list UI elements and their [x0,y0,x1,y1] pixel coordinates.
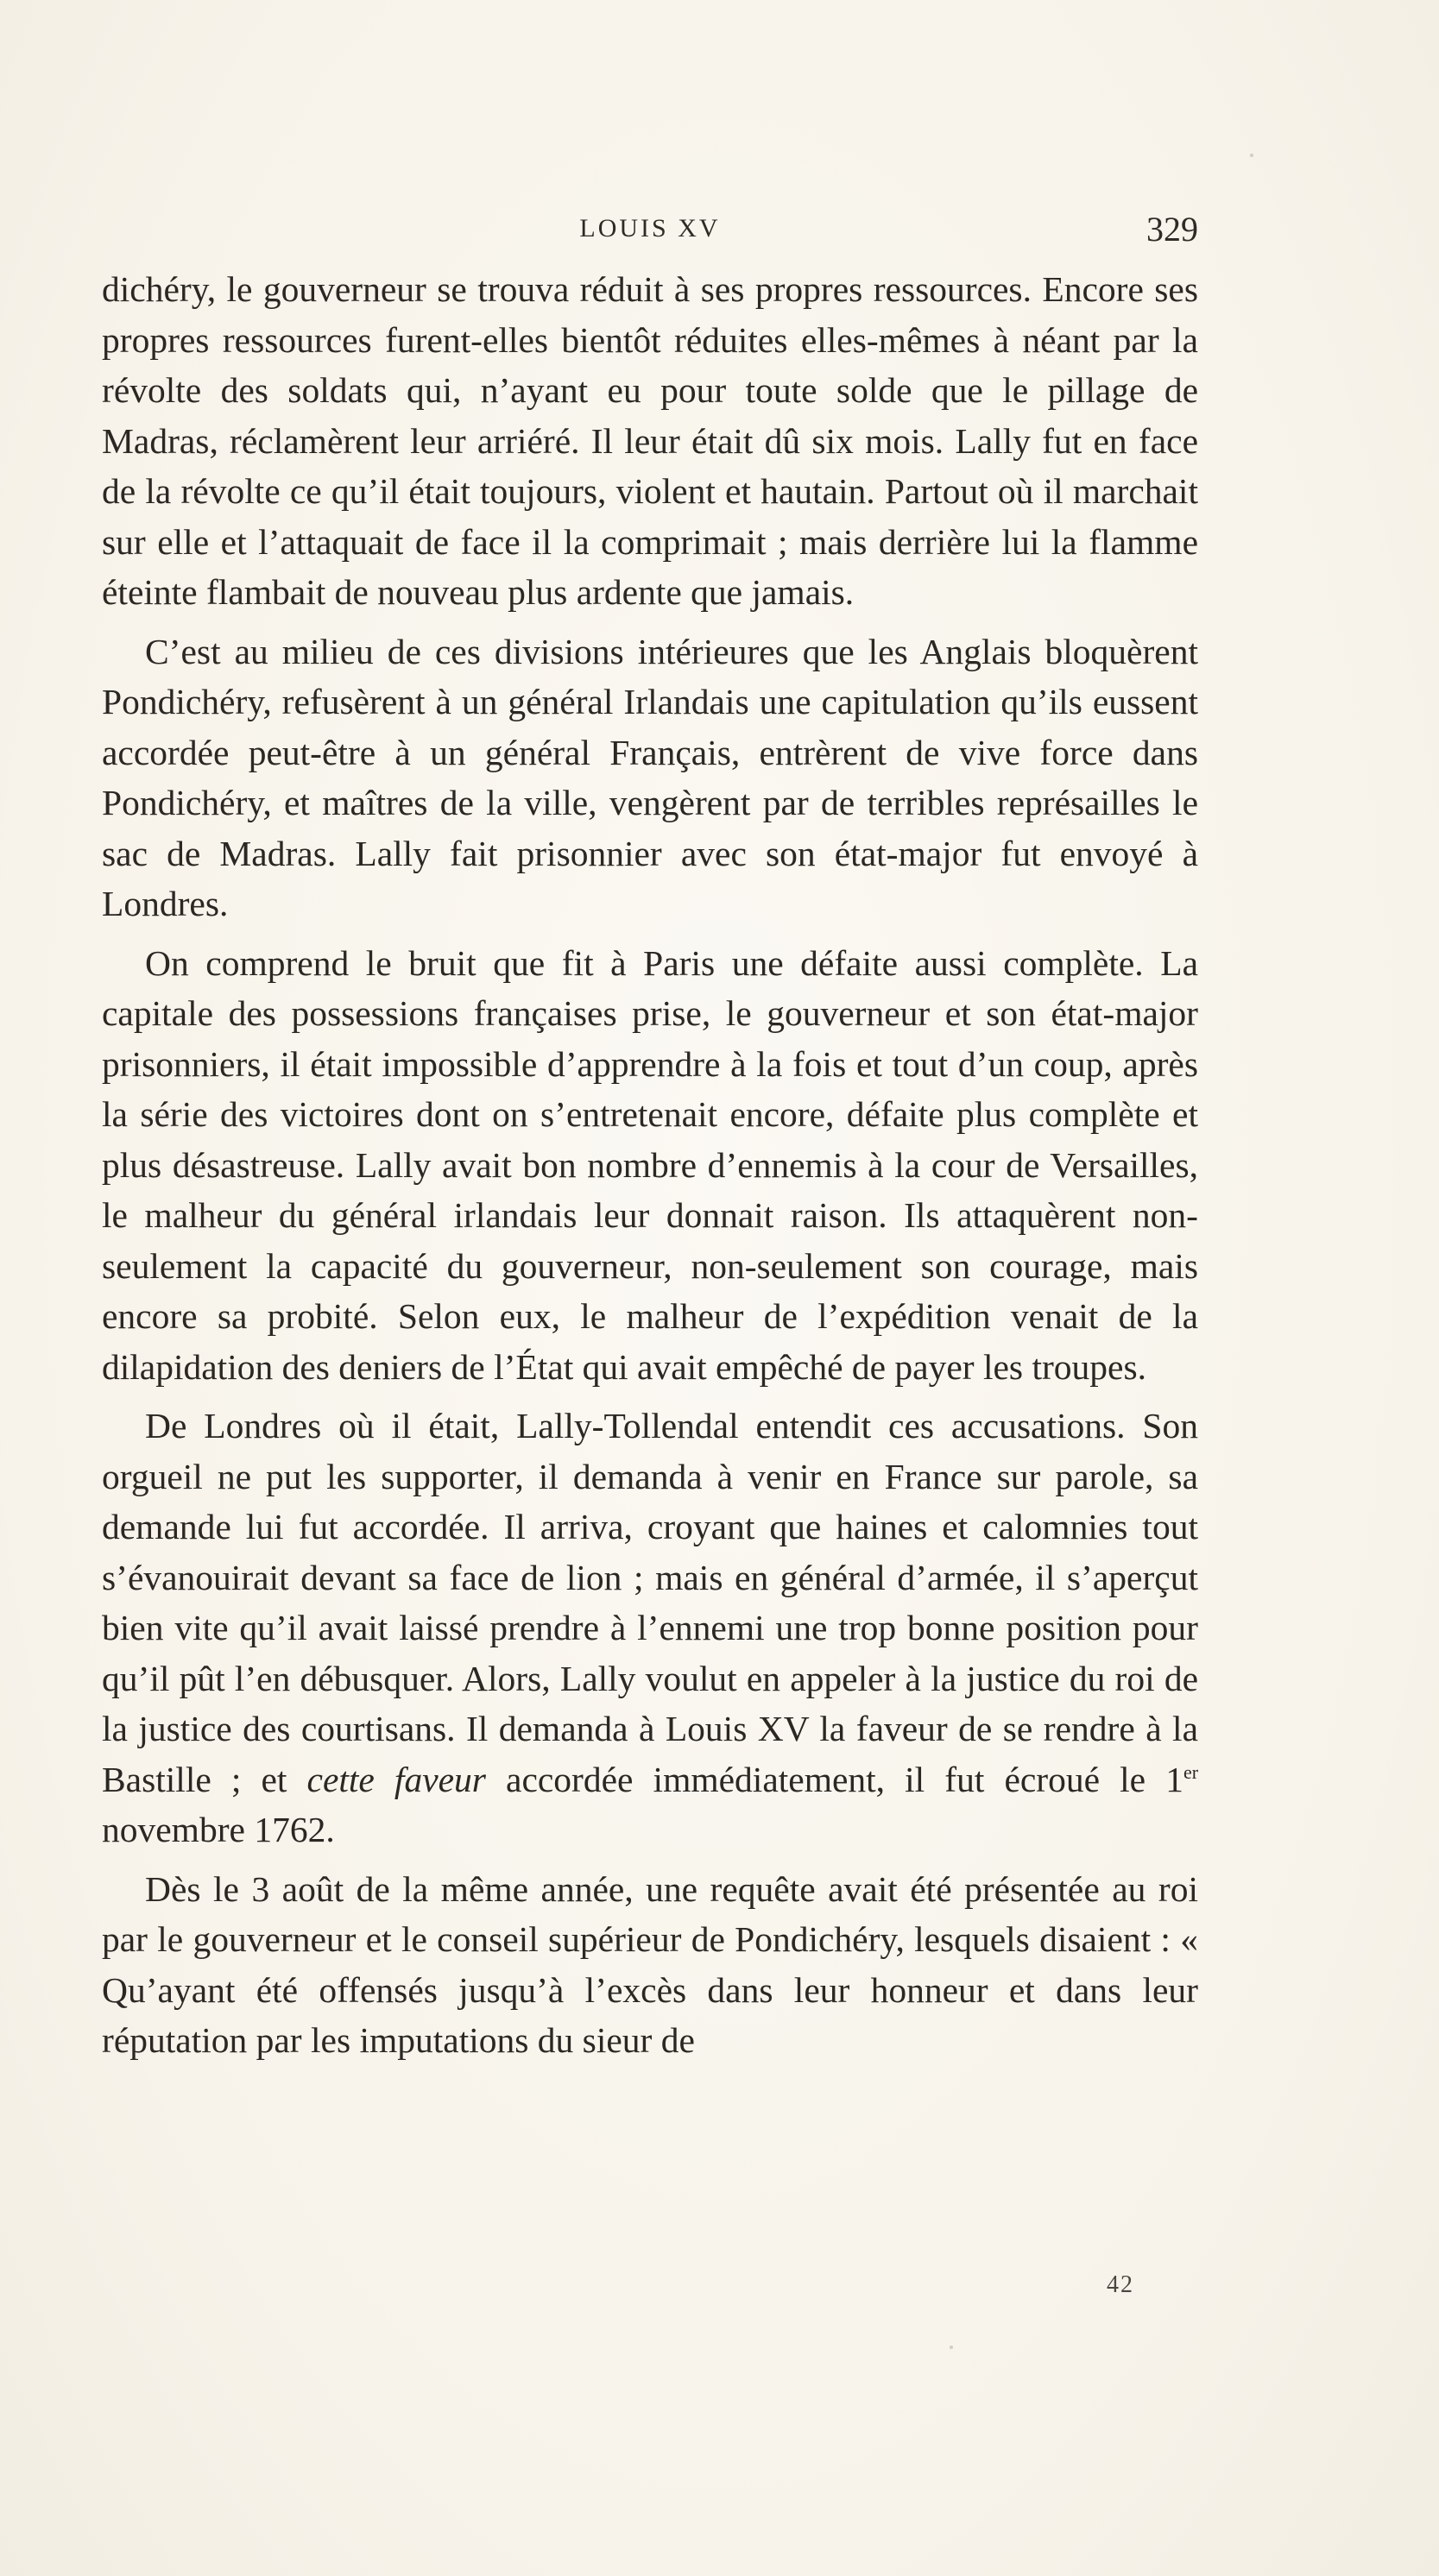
date-rest: novembre 1762. [102,1810,335,1849]
italic-phrase: cette faveur [306,1759,486,1799]
page-header [102,209,1198,252]
paragraph-3: On comprend le bruit que fit à Paris une défaite aussi complète. La capitale des possessions françaises prise, le gouverneur et son état-major prisonniers, il était impossible d’apprendre à la fois et tout d’un coup, après la série des victoires dont on s’entretenait encore, défaite plus complète et plus désastreuse. Lally avait bon nombre d’ennemis à la cour de Versailles, le malheur du général irlandais leur donnait raison. Ils attaquèrent non-seulement la capacité du gouverneur, non-seulement son courage, mais encore sa probité. Selon eux, le malheur de l’expédition venait de la dilapidation des deniers de l’État qui avait empêché de payer les troupes. [102,942,1198,1387]
running-title: LOUIS XV [579,214,721,242]
page-number: 329 [1146,210,1198,249]
paragraph-4-text: De Londres où il était, Lally-Tollendal entendit ces accusations. Son orgueil ne put les supporter, il demanda à venir en France sur parole, sa demande lui fut accordée. Il arriva, croyant que haines et calomnies tout s’évanouirait devant sa face de lion ; mais en général d’armée, il s’aperçut bien vite qu’il avait laissé prendre à l’ennemi une trop bonne position pour qu’il pût l’en débusquer. Alors, Lally voulut en appeler à la justice du roi de la justice des courtisans. Il demanda à Louis XV la faveur de se rendre à la Bastille ; et [102,1406,1198,1799]
date-day: 1 [1165,1759,1183,1799]
date-ordinal: er [1183,1760,1199,1783]
paragraph-5: Dès le 3 août de la même année, une requête avait été présentée au roi par le gouverneur et le conseil supérieur de Pondichéry, lesquels disaient : « Qu’ayant été offensés jusqu’à l’excès dans leur honneur et dans leur réputation par les imputations du sieur de [102,1868,1198,2060]
paragraph-4 [102,1401,1198,1855]
paper-speck [1250,154,1253,157]
paragraph-4-continuation: accordée immédiatement, il fut écroué le [506,1759,1146,1799]
paper-speck [950,2346,953,2349]
body-text [102,264,1198,2075]
paragraph-1: dichéry, le gouverneur se trouva réduit à ses propres ressources. Encore ses propres ressources furent-elles bientôt réduites elles-mêmes à néant par la révolte des soldats qui, n’ayant eu pour toute solde que le pillage de Madras, réclamèrent leur arriéré. Il leur était dû six mois. Lally fut en face de la révolte ce qu’il était toujours, violent et hautain. Partout où il marchait sur elle et l’attaquait de face il la comprimait ; mais derrière lui la flamme éteinte flambait de nouveau plus ardente que jamais. [102,269,1198,612]
paragraph-2: C’est au milieu de ces divisions intérieures que les Anglais bloquèrent Pondichéry, refusèrent à un général Irlandais une capitulation qu’ils eussent accordée peut-être à un général Français, entrèrent de vive force dans Pondichéry, et maîtres de la ville, vengèrent par de terribles représailles le sac de Madras. Lally fait prisonnier avec son état-major fut envoyé à Londres. [102,631,1198,923]
signature-mark: 42 [1107,2271,1134,2298]
